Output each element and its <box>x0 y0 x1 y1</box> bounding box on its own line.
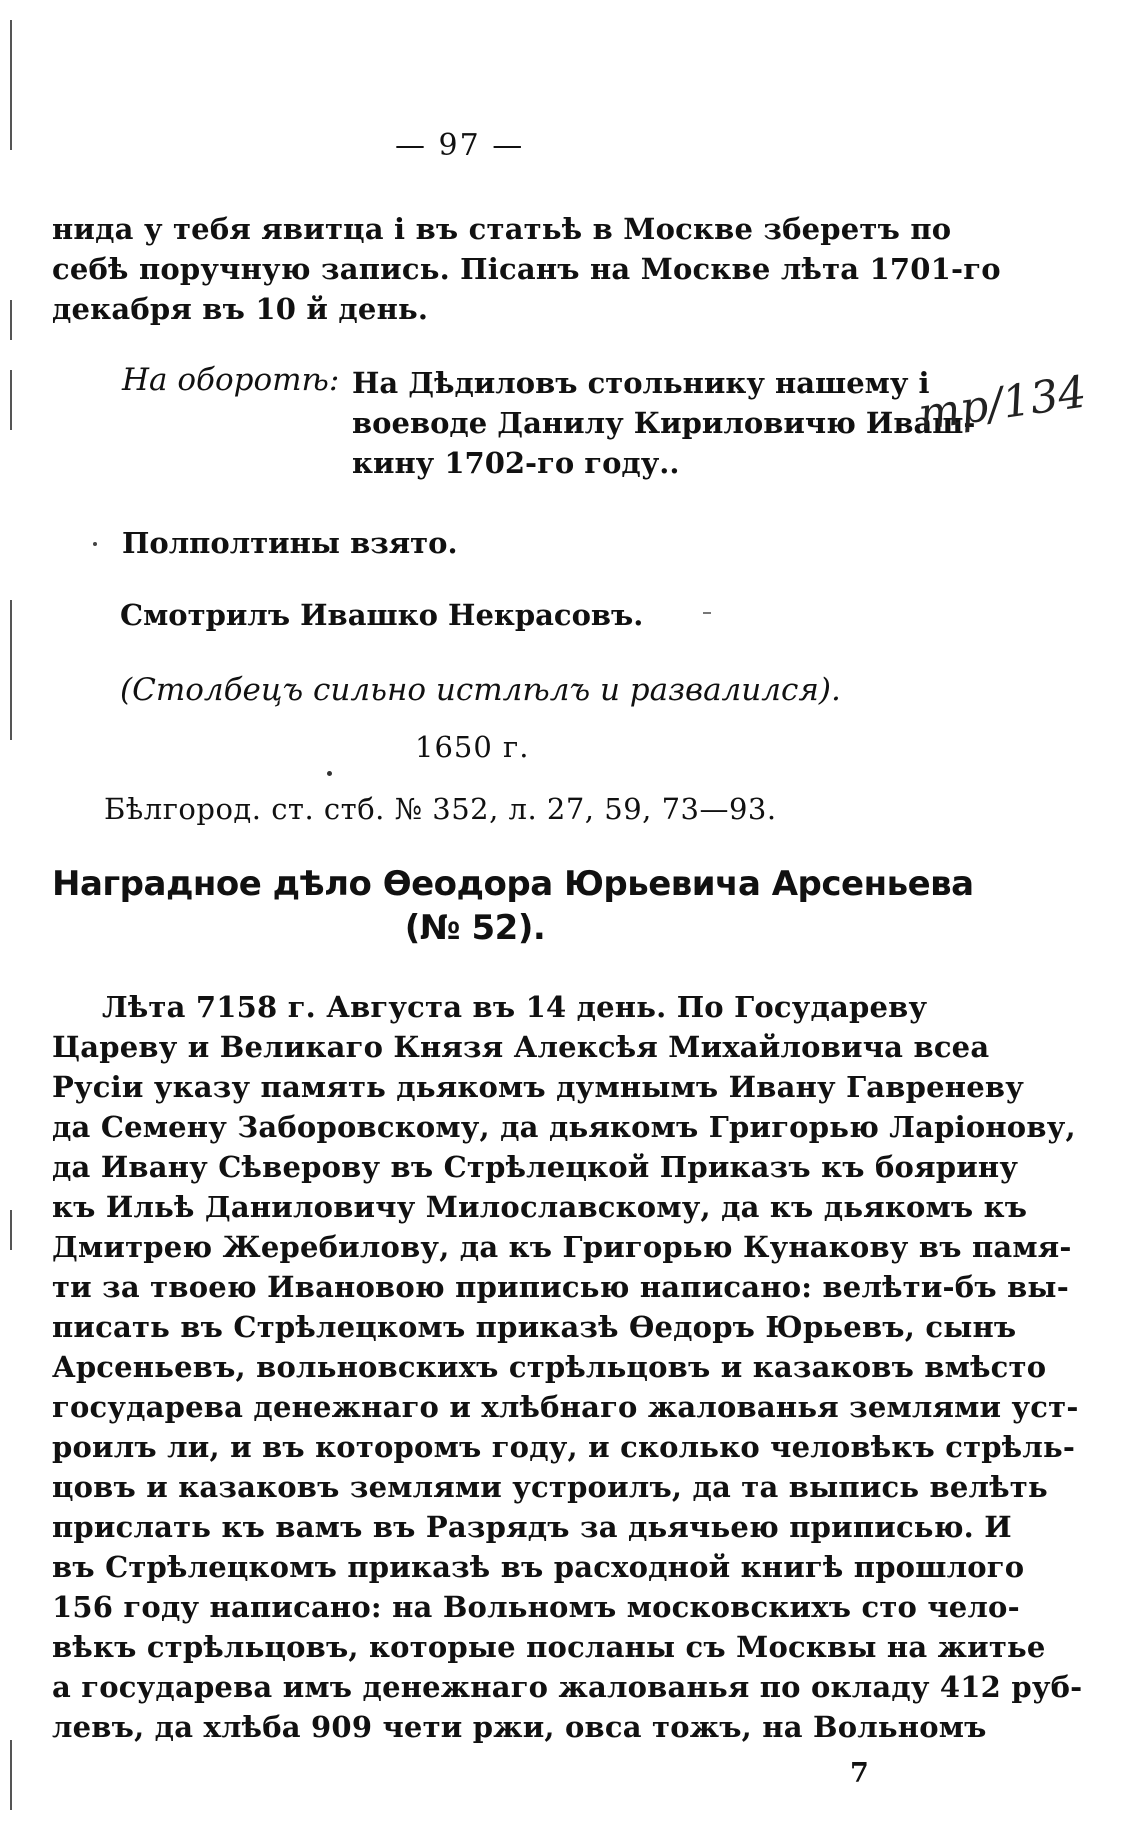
archive-citation: Бѣлгород. ст. стб. № 352, л. 27, 59, 73—93. <box>104 792 777 826</box>
ink-mark <box>703 612 711 614</box>
text-line: государева денежнаго и хлѣбнаго жалованья землями уст- <box>52 1390 1079 1424</box>
verso-line: воеводе Данилу Кириловичю Иваш- <box>352 406 976 440</box>
text-line: декабря въ 10 й день. <box>52 292 429 326</box>
signature-mark: 7 <box>850 1758 869 1789</box>
text-line: а государева имъ денежнаго жалованья по окладу 412 руб- <box>52 1670 1083 1704</box>
margin-line <box>10 600 12 740</box>
margin-line <box>10 1740 12 1810</box>
page-number: — 97 — <box>395 128 525 163</box>
text-line: ти за твоею Ивановою приписью написано: велѣти-бъ вы- <box>52 1270 1069 1304</box>
text-line: роилъ ли, и въ которомъ году, и сколько человѣкъ стрѣль- <box>52 1430 1076 1464</box>
text-line: Русіи указу память дьякомъ думнымъ Ивану Гавреневу <box>52 1070 1024 1104</box>
text-line: себѣ поручную запись. Пісанъ на Москве лѣта 1701-го <box>52 252 1001 286</box>
text-line: Дмитрею Жеребилову, да къ Григорью Кунакову въ памя- <box>52 1230 1072 1264</box>
text-line: да Семену Заборовскому, да дьякомъ Григорью Ларіонову, <box>52 1110 1076 1144</box>
text-line: 156 году написано: на Вольномъ московскихъ сто чело- <box>52 1590 1020 1624</box>
year-label: 1650 г. <box>415 730 530 764</box>
text-line: прислать къ вамъ въ Разрядъ за дьячьею приписью. И <box>52 1510 1012 1544</box>
verso-line: кину 1702-го году.. <box>352 446 680 480</box>
section-heading-number: (№ 52). <box>404 908 546 948</box>
ink-dot <box>327 771 332 776</box>
ink-dot <box>93 542 97 546</box>
margin-line <box>10 370 12 430</box>
section-heading: Наградное дѣло Өеодора Юрьевича Арсеньева <box>52 864 974 904</box>
text-line: нида у тебя явитца і въ статьѣ в Москве зберетъ по <box>52 212 952 246</box>
text-line: левъ, да хлѣба 909 чети ржи, овса тожъ, на Вольномъ <box>52 1710 987 1744</box>
text-line: Лѣта 7158 г. Августа въ 14 день. По Государеву <box>102 990 928 1024</box>
margin-line <box>10 1210 12 1250</box>
inspected-by-note: Смотрилъ Ивашко Некрасовъ. <box>120 598 644 632</box>
text-line: Цареву и Великаго Князя Алексѣя Михайловича всеа <box>52 1030 990 1064</box>
margin-line <box>10 300 12 340</box>
half-poltina-note: Полполтины взято. <box>122 526 458 560</box>
verso-line: На Дѣдиловъ стольнику нашему і <box>352 366 930 400</box>
text-line: да Ивану Сѣверову въ Стрѣлецкой Приказъ къ боярину <box>52 1150 1019 1184</box>
verso-label: На оборотѣ: <box>122 362 340 398</box>
text-line: вѣкъ стрѣльцовъ, которые посланы съ Москвы на житье <box>52 1630 1046 1664</box>
text-line: въ Стрѣлецкомъ приказѣ въ расходной книгѣ прошлого <box>52 1550 1025 1584</box>
text-line: писать въ Стрѣлецкомъ приказѣ Өедоръ Юрьевъ, сынъ <box>52 1310 1017 1344</box>
text-line: цовъ и казаковъ землями устроилъ, да та выпись велѣть <box>52 1470 1048 1504</box>
text-line: къ Ильѣ Даниловичу Милославскому, да къ дьякомъ къ <box>52 1190 1028 1224</box>
margin-line <box>10 20 12 150</box>
editor-note: (Столбецъ сильно истлѣлъ и развалился). <box>120 672 841 708</box>
marginal-handwritten-note: тр/134 <box>915 366 1090 441</box>
text-line: Арсеньевъ, вольновскихъ стрѣльцовъ и казаковъ вмѣсто <box>52 1350 1047 1384</box>
